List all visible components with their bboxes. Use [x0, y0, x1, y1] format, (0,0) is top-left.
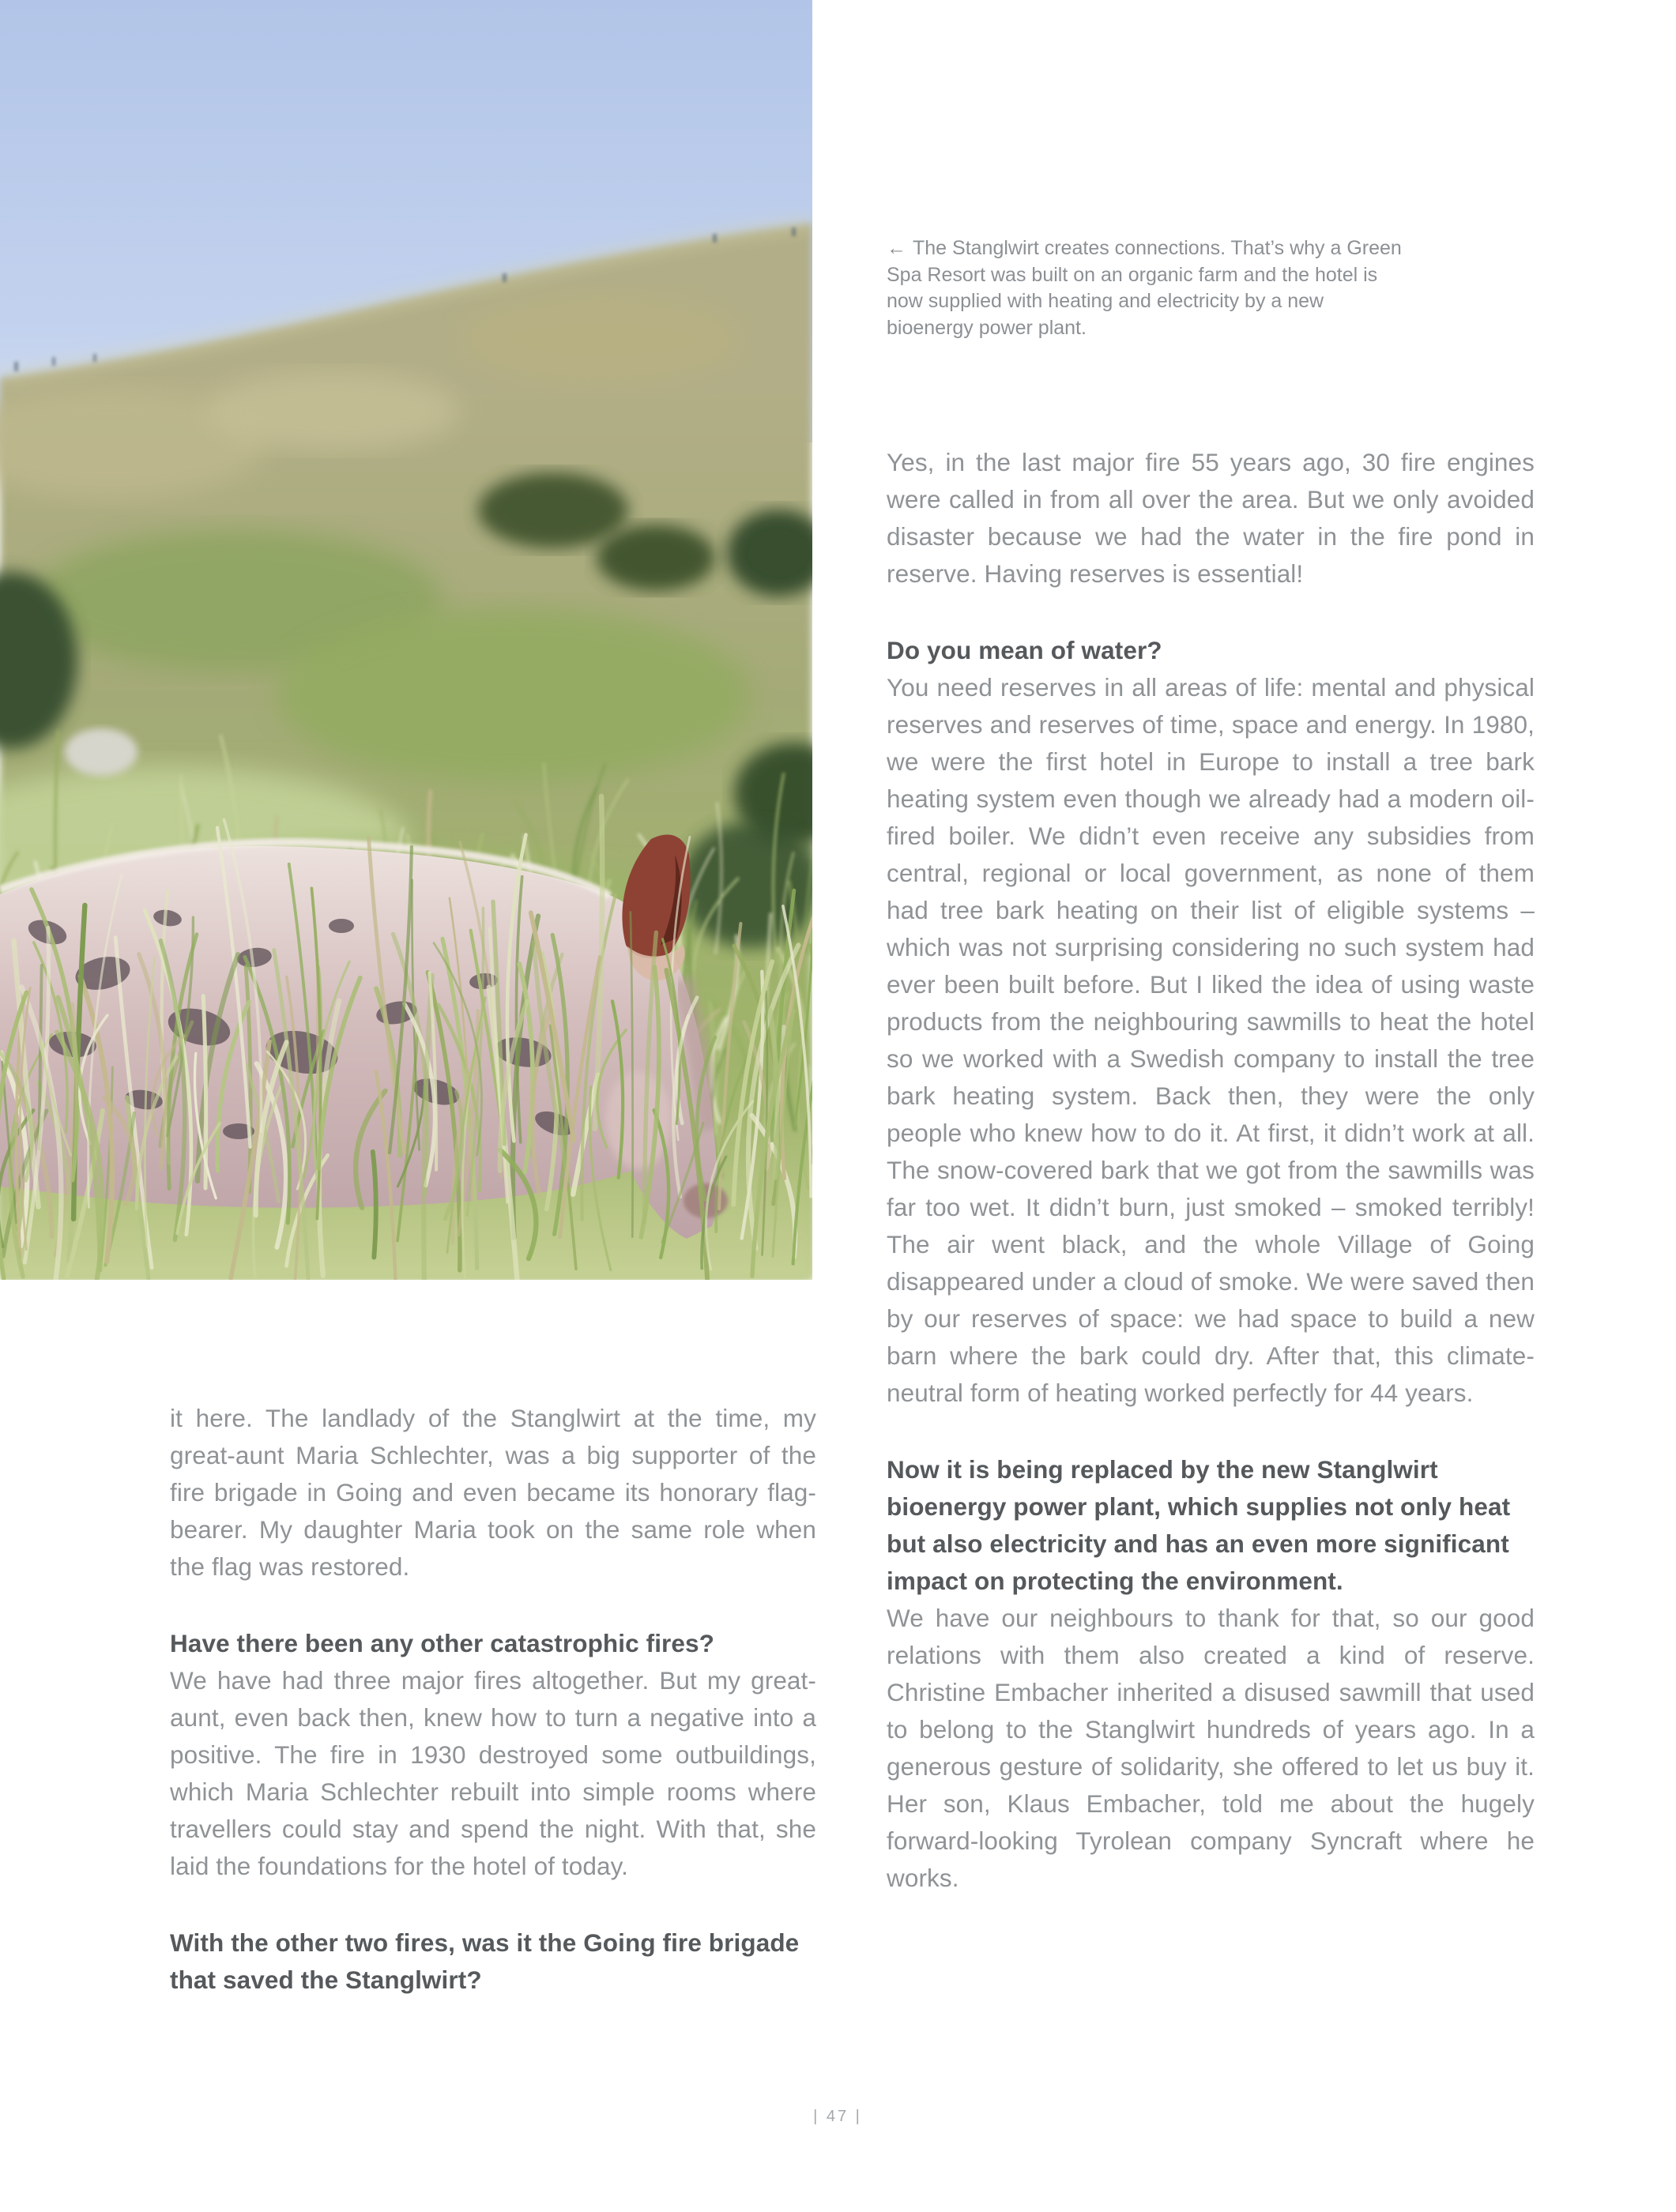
paragraph-neighbours: We have our neighbours to thank for that, so our good relations with them also created a kind of reserve. Christine Embacher inherited a disused sawmill that used to belong to the Stanglwirt hundreds of years ago. In a generous gesture of solidarity, she offered to let us buy it. Her son, Klaus Embacher, told me about the hugely forward-looking Tyrolean company Syncraft where he works.	[887, 1604, 1535, 1892]
meadow-pig-illustration	[0, 0, 812, 1280]
question-going-brigade: With the other two fires, was it the Going fire brigade that saved the Stanglwirt?	[170, 1928, 800, 1994]
photo-caption	[887, 235, 1408, 341]
paragraph-reserves: You need reserves in all areas of life: mental and physical reserves and reserves of time, space and energy. In 1980, we were the first hotel in Europe to install a tree bark heating system even though we already had a modern oil-fired boiler. We didn’t even receive any subsidies from central, regional or local government, as none of them had tree bark heating on their list of eligible systems – which was not surprising considering no such system had ever been built before. But I liked the idea of using waste products from the neighbouring sawmills to heat the hotel so we worked with a Swedish company to install the tree bark heating system. Back then, they were the only people who knew how to do it. At first, it didn’t work at all. The snow-covered bark that we got from the sawmills was far too wet. It didn’t burn, just smoked – smoked terribly! The air went black, and the whole Village of Going disappeared under a cloud of smoke. We were saved then by our reserves of space: we had space to build a new barn where the bark could dry. After that, this climate-neutral form of heating worked perfectly for 44 years.	[887, 673, 1535, 1407]
photo-caption-text: The Stanglwirt creates connections. That’s why a Green Spa Resort was built on an organic farm and the hotel is now supplied with heating and electricity by a new bioenergy power plant.	[887, 237, 1402, 339]
left-text-column	[170, 1400, 816, 1999]
right-text-column	[887, 235, 1535, 1897]
rock	[65, 728, 137, 776]
left-arrow-icon: ←	[887, 237, 906, 259]
meadow-pig-photo	[0, 0, 812, 1280]
paragraph-three-fires: We have had three major fires altogether. But my great-aunt, even back then, knew how to turn a negative into a positive. The fire in 1930 destroyed some outbuildings, which Maria Schlechter rebuilt into simple rooms where travellers could stay and spend the night. With that, she laid the foundations for the hotel of today.	[170, 1666, 816, 1880]
question-bioenergy-plant: Now it is being replaced by the new Stanglwirt bioenergy power plant, which supplies not only heat but also electricity and has an even more significant impact on protecting the environment.	[887, 1455, 1511, 1595]
question-mean-of-water: Do you mean of water?	[887, 636, 1162, 664]
page-number: | 47 |	[813, 2108, 862, 2125]
paragraph-last-major-fire: Yes, in the last major fire 55 years ago, 30 fire engines were called in from all over the area. But we only avoided disaster because we had the water in the fire pond in reserve. Having reserves is essential!	[887, 448, 1535, 588]
question-other-fires: Have there been any other catastrophic fires?	[170, 1629, 714, 1657]
paragraph-landlady: it here. The landlady of the Stanglwirt at the time, my great-aunt Maria Schlechter, was a big supporter of the fire brigade in Going and even became its honorary flag-bearer. My daughter Maria took on the same role when the flag was restored.	[170, 1404, 816, 1581]
